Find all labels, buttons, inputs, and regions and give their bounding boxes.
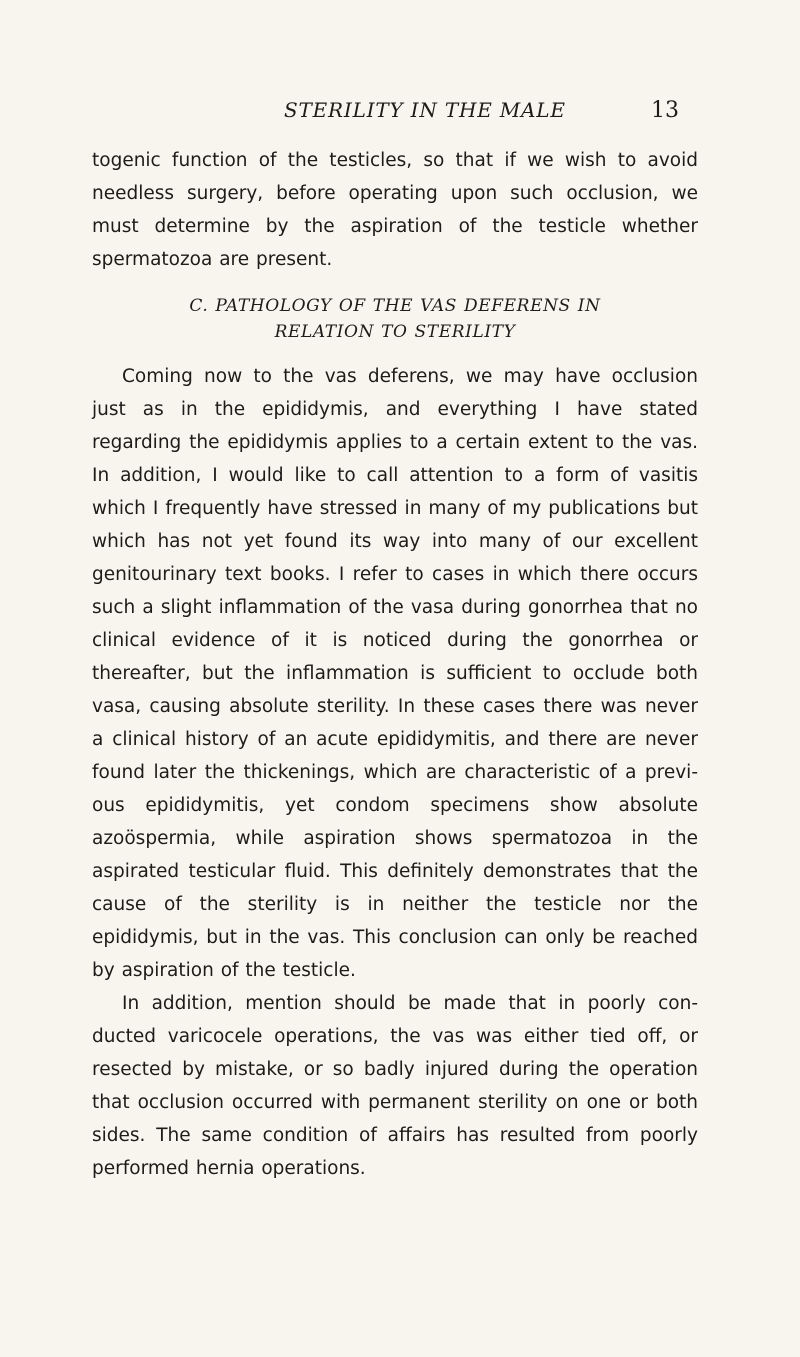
section-heading-line-1: C. PATHOLOGY OF THE VAS DEFERENS IN (189, 296, 601, 316)
section-heading-line-2: RELATION TO STERILITY (274, 322, 516, 342)
body-text (92, 144, 698, 1185)
paragraph-vas-deferens: Coming now to the vas deferens, we may have occlusion just as in the epididymis, and everything I have stated regarding the epididymis applies to a certain extent to the vas. In addition, I would like to call attention to a form of vasitis which I frequently have stressed in many of my publications but which has not yet found its way into many of our excellent genitourinary text books. I refer to cases in which there occurs such a slight inflammation of the vasa during gonorrhea that no clinical evidence of it is noticed during the gonorrhea or thereafter, but the inflammation is sufficient to occlude both vasa, causing absolute sterility. In these cases there was never a clinical history of an acute epididymitis, and there are never found later the thickenings, which are characteristic of a previous epididymitis, yet condom specimens show absolute azoöspermia, while aspiration shows spermatozoa in the aspirated testicular fluid. This definitely demonstrates that the cause of the sterility is in neither the testicle nor the epididymis, but in the vas. This conclusion can only be reached by aspiration of the testicle. (92, 366, 698, 981)
page-number: 13 (651, 98, 679, 123)
paragraph-varicocele: In addition, mention should be made that in poorly conducted varicocele operations, the vas was either tied off, or resected by mistake, or so badly injured during the operation that occlusion occurred with permanent sterility on one or both sides. The same condition of affairs has resulted from poorly performed hernia operations. (92, 993, 698, 1179)
running-header: STERILITY IN THE MALE (284, 98, 566, 122)
paragraph-continuation: togenic function of the testicles, so that if we wish to avoid needless surgery, before operating upon such occlusion, we must determine by the aspiration of the testicle whether spermatozoa are present. (92, 150, 698, 270)
section-heading (92, 293, 698, 345)
